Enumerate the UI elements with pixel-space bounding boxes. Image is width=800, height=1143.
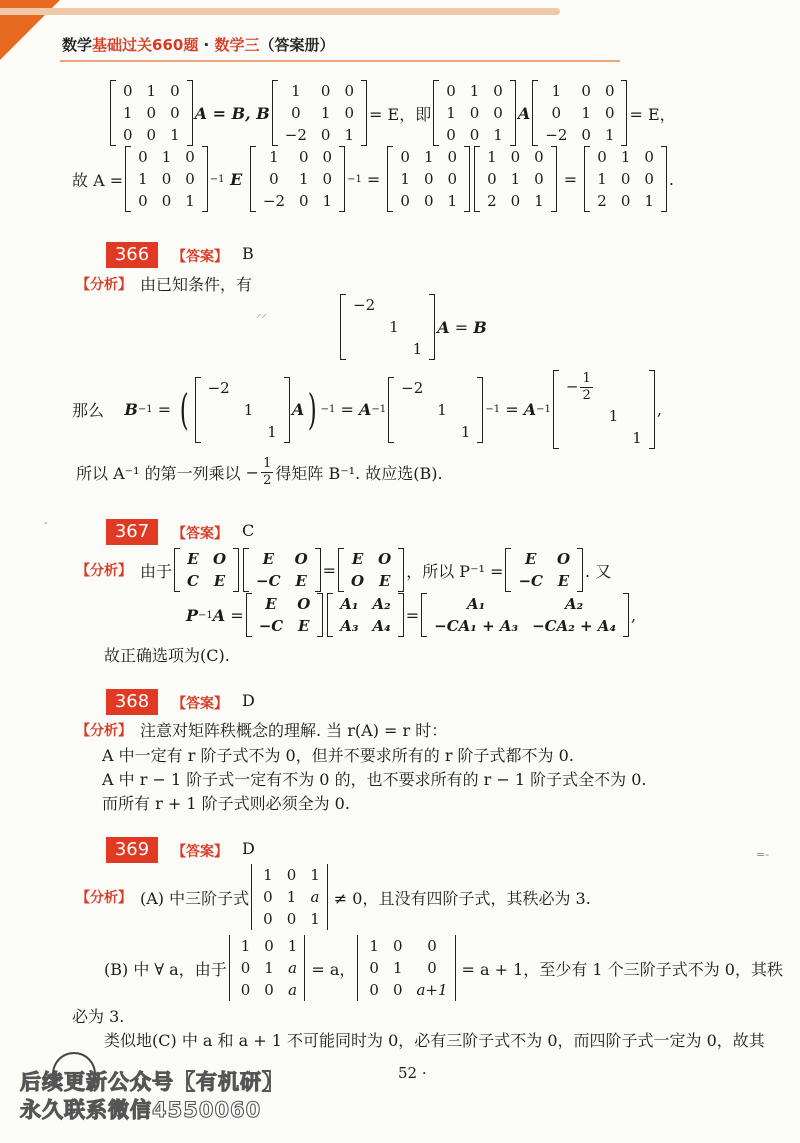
determinant: 1 0 1 0 1 a 0 0 a: [229, 935, 310, 1001]
matrix: 0 1 0 1 0 0 0 0 1: [433, 80, 516, 146]
determinant: 1 0 1 0 1 a 0 0 1: [251, 864, 332, 930]
matrix: 0 1 0 1 0 0 0 0 1: [387, 146, 470, 212]
matrix: 1 0 0 0 1 0 −2 0 1: [532, 80, 627, 146]
scan-smudge: ⸝⸝: [256, 307, 267, 320]
analysis-label: 【分析】: [76, 563, 132, 579]
header-underline: [60, 60, 620, 62]
q367-equation-1: 【分析】 由于 E O C E E O −C E = E O O E ， 所以 P⁻¹ = E O −C E . 又: [76, 550, 612, 590]
matrix: E O −C E: [505, 548, 583, 592]
answer-value: D: [242, 839, 255, 858]
q366-conclusion: 所以 A⁻¹ 的第一列乘以 − $\frac{1}{2}$ 得矩阵 B⁻¹. 故应选(B).: [76, 456, 443, 488]
determinant: 1 0 0 0 1 0 0 0 a+1: [357, 935, 459, 1001]
matrix: 1 0 0 0 1 0 −2 0 1: [250, 146, 345, 212]
q369-part-a: 【分析】 (A) 中三阶子式 1 0 1 0 1 a 0 0 1 ≠ 0，且没有四阶子式，其秩必为 3.: [76, 866, 591, 928]
matrix: 0 1 0 1 0 0 0 0 1: [110, 80, 193, 146]
question-number-badge: 369: [106, 837, 158, 863]
q368-line-4: 而所有 r + 1 阶子式则必须全为 0.: [102, 794, 350, 813]
matrix: 1 0 0 0 1 0 −2 0 1: [272, 80, 367, 146]
matrix: E O O E: [338, 548, 404, 592]
equation-b-inverse: 那么 B −1 = ( −2 1 1 A ) −1 = A −1 −2 1 1 −1 = A −1 − $\frac{1}{2}$ 1 1 ,: [72, 371, 662, 447]
question-number-badge: 366: [106, 242, 158, 268]
q369-part-b: (B) 中 ∀ a，由于 1 0 1 0 1 a 0 0 a = a， 1 0 0 0 1 0 0 0 a+1 = a + 1，至少有 1 个三阶子式不为 0，其秩: [104, 937, 783, 999]
header-bar-decoration: [0, 8, 560, 15]
matrix: E O C E: [174, 548, 239, 592]
watermark-line-2: 永久联系微信4550060: [20, 1098, 262, 1122]
analysis-label: 【分析】: [76, 722, 132, 739]
scan-smudge: -: [44, 516, 48, 529]
matrix: E O −C E: [246, 593, 324, 637]
analysis-label: 【分析】: [76, 276, 132, 293]
scan-smudge: =-: [756, 848, 769, 861]
book-title: 数学基础过关660题 · 数学三（答案册）: [62, 36, 335, 54]
matrix: 0 1 0 1 0 0 0 0 1: [125, 146, 208, 212]
watermark-line-1: 后续更新公众号【有机研】: [20, 1070, 284, 1094]
q368-line-1: 【分析】 注意对矩阵秩概念的理解. 当 r(A) = r 时：: [76, 721, 448, 740]
answer-label: 【答案】: [172, 526, 228, 542]
matrix: 1 0 0 0 1 0 2 0 1: [474, 146, 557, 212]
q367-equation-2: P −1 A = E O −C E A₁ A₂ A₃ A₄ = A₁ A₂ −CA₁ + A₃ −CA₂ + A₄ ,: [186, 595, 637, 635]
question-number-badge: 367: [106, 519, 158, 545]
matrix: E O −C E: [243, 548, 321, 592]
matrix: − $\frac{1}{2}$ 1 1: [553, 370, 655, 449]
analysis-intro: 【分析】 由已知条件，有: [76, 275, 253, 294]
matrix: −2 1 1: [388, 377, 483, 443]
analysis-label: 【分析】: [76, 890, 132, 906]
q368-line-2: A 中一定有 r 阶子式不为 0，但并不要求所有的 r 阶子式都不为 0.: [102, 746, 574, 765]
intro-equation-1: 0 1 0 1 0 0 0 0 1 A = B, B 1 0 0 0 1 0 −2 0 1 = E，即 0 1 0 1 0 0 0 0 1 A 1 0 0 0 1 0 −2 0 1 = E，: [108, 80, 676, 146]
answer-label: 【答案】: [172, 696, 228, 712]
matrix: −2 1 1: [195, 377, 290, 443]
matrix: A₁ A₂ A₃ A₄: [327, 593, 403, 637]
q367-conclusion: 故正确选项为(C).: [104, 646, 230, 665]
page-header: [0, 0, 800, 70]
answer-label: 【答案】: [172, 844, 228, 860]
matrix: 0 1 0 1 0 0 2 0 1: [584, 146, 667, 212]
q368-line-3: A 中 r − 1 阶子式一定有不为 0 的，也不要求所有的 r − 1 阶子式全不为 0.: [102, 770, 647, 789]
answer-value: B: [242, 244, 254, 263]
answer-value: D: [242, 691, 255, 710]
q369-part-c: 类似地(C) 中 a 和 a + 1 不可能同时为 0，必有三阶子式不为 0，而四阶子式一定为 0，故其: [104, 1031, 765, 1050]
fraction: $\frac{1}{2}$: [263, 456, 272, 488]
q369-part-b-cont: 必为 3.: [72, 1007, 125, 1026]
matrix: A₁ A₂ −CA₁ + A₃ −CA₂ + A₄: [421, 593, 629, 637]
intro-equation-2: 故 A = 0 1 0 1 0 0 0 0 1 −1 E 1 0 0 0 1 0 −2 0 1 −1 = 0 1 0 1 0 0 0 0 1 1 0 0 0 1 0 2 0 1 = 0 1 0 1 0 0 2 0 1 .: [72, 148, 675, 210]
answer-label: 【答案】: [172, 249, 228, 265]
answer-value: C: [242, 521, 255, 540]
matrix: −2 1 1: [340, 294, 435, 360]
question-number-badge: 368: [106, 689, 158, 715]
page-number: 52 ·: [398, 1064, 427, 1082]
equation-given: −2 1 1 A = B: [338, 294, 487, 360]
